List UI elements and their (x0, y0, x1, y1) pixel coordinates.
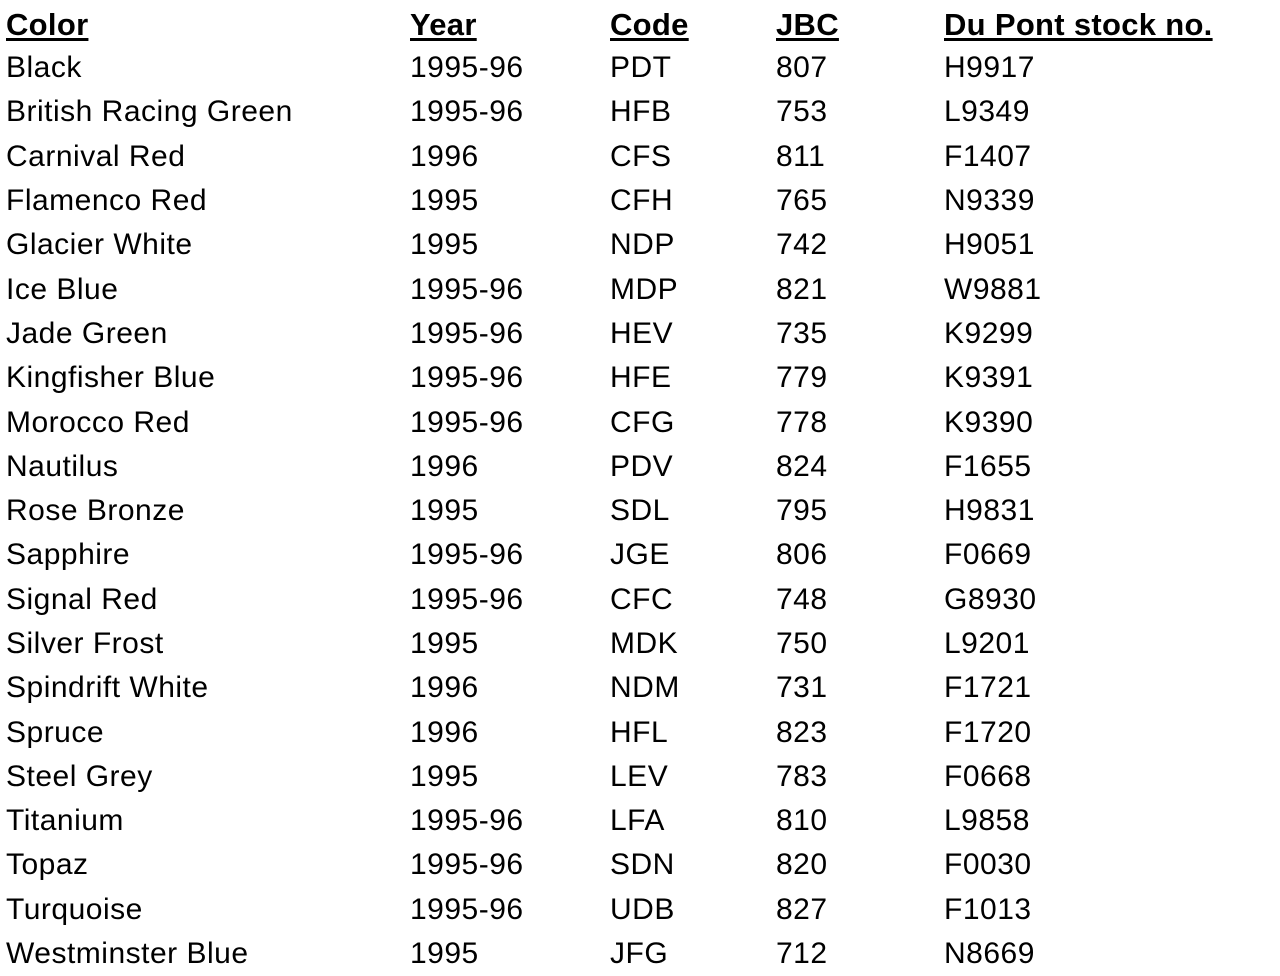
cell-jbc: 731 (776, 671, 828, 705)
cell-jbc: 783 (776, 759, 828, 793)
cell-color: Westminster Blue (6, 937, 249, 971)
cell-jbc: 821 (776, 272, 828, 306)
cell-year: 1996 (410, 671, 479, 705)
table-row (6, 888, 1264, 932)
cell-code: SDN (610, 848, 675, 882)
table-row (6, 843, 1264, 887)
cell-code: CFG (610, 405, 675, 439)
cell-jbc: 795 (776, 494, 828, 528)
cell-dupont-stock-no: K9390 (944, 405, 1034, 439)
cell-code: CFC (610, 582, 674, 616)
cell-year: 1995 (410, 627, 479, 660)
cell-code: HFL (610, 715, 669, 749)
cell-jbc: 712 (776, 937, 828, 971)
cell-dupont-stock-no: F0030 (944, 848, 1032, 882)
cell-code: MDK (610, 627, 679, 660)
cell-year: 1995-96 (410, 272, 524, 306)
table-row (6, 223, 1264, 267)
cell-code: PDT (610, 51, 672, 85)
table-row (6, 622, 1264, 666)
cell-color: British Racing Green (6, 95, 293, 129)
table-row (6, 400, 1264, 444)
table-row (6, 356, 1264, 400)
cell-year: 1995 (410, 228, 479, 262)
cell-dupont-stock-no: K9299 (944, 316, 1034, 350)
cell-jbc: 810 (776, 804, 828, 838)
cell-year: 1995-96 (410, 361, 524, 395)
cell-code: CFH (610, 184, 674, 218)
cell-dupont-stock-no: F1655 (944, 449, 1032, 483)
cell-year: 1995-96 (410, 95, 524, 129)
cell-color: Signal Red (6, 582, 158, 616)
cell-dupont-stock-no: N9339 (944, 184, 1035, 218)
header-jbc: JBC (776, 7, 839, 42)
cell-year: 1995-96 (410, 538, 524, 572)
cell-code: UDB (610, 892, 675, 926)
cell-dupont-stock-no: N8669 (944, 937, 1035, 971)
cell-color: Flamenco Red (6, 184, 208, 218)
cell-code: LFA (610, 804, 665, 838)
cell-code: JGE (610, 538, 670, 572)
cell-code: HEV (610, 316, 674, 350)
cell-jbc: 820 (776, 848, 828, 882)
cell-year: 1995 (410, 494, 479, 528)
table-row (6, 489, 1264, 533)
cell-jbc: 748 (776, 582, 828, 616)
cell-jbc: 824 (776, 449, 828, 483)
cell-color: Steel Grey (6, 759, 153, 793)
cell-color: Titanium (6, 804, 124, 838)
cell-dupont-stock-no: L9349 (944, 95, 1030, 129)
cell-code: LEV (610, 759, 669, 793)
cell-dupont-stock-no: F1013 (944, 892, 1032, 926)
cell-code: HFE (610, 361, 672, 395)
cell-dupont-stock-no: F1407 (944, 139, 1032, 173)
cell-year: 1995 (410, 759, 479, 793)
cell-code: NDM (610, 671, 680, 705)
paint-code-table (6, 4, 1264, 976)
cell-dupont-stock-no: W9881 (944, 272, 1042, 306)
header-year: Year (410, 7, 477, 42)
cell-dupont-stock-no: F0668 (944, 759, 1032, 793)
table-header-row (6, 4, 1264, 46)
cell-year: 1995-96 (410, 892, 524, 926)
header-dupont-stock-no: Du Pont stock no. (944, 7, 1213, 42)
cell-jbc: 742 (776, 228, 828, 262)
cell-jbc: 811 (776, 139, 826, 173)
cell-year: 1996 (410, 715, 479, 749)
cell-color: Kingfisher Blue (6, 361, 216, 395)
cell-dupont-stock-no: G8930 (944, 582, 1037, 616)
cell-dupont-stock-no: F0669 (944, 538, 1032, 572)
cell-color: Spruce (6, 715, 105, 749)
cell-code: MDP (610, 272, 679, 306)
table-body (6, 46, 1264, 976)
table-row (6, 267, 1264, 311)
cell-color: Morocco Red (6, 405, 190, 439)
cell-year: 1995-96 (410, 405, 524, 439)
cell-code: CFS (610, 139, 672, 173)
cell-year: 1995 (410, 937, 479, 971)
cell-dupont-stock-no: H9831 (944, 494, 1035, 528)
cell-jbc: 735 (776, 316, 828, 350)
cell-dupont-stock-no: K9391 (944, 361, 1034, 395)
cell-jbc: 806 (776, 538, 828, 572)
cell-jbc: 827 (776, 892, 828, 926)
cell-jbc: 779 (776, 361, 828, 395)
cell-jbc: 778 (776, 405, 828, 439)
table-row (6, 445, 1264, 489)
header-color: Color (6, 7, 89, 42)
table-row (6, 135, 1264, 179)
table-row (6, 755, 1264, 799)
cell-dupont-stock-no: H9917 (944, 51, 1035, 85)
cell-color: Jade Green (6, 316, 168, 350)
cell-dupont-stock-no: L9201 (944, 627, 1030, 660)
table-row (6, 46, 1264, 90)
cell-code: NDP (610, 228, 675, 262)
table-row (6, 533, 1264, 577)
table-row (6, 799, 1264, 843)
cell-color: Spindrift White (6, 671, 209, 705)
cell-year: 1995-96 (410, 848, 524, 882)
cell-color: Topaz (6, 848, 89, 882)
cell-dupont-stock-no: L9858 (944, 804, 1030, 838)
table-row (6, 179, 1264, 223)
cell-year: 1996 (410, 139, 479, 173)
cell-color: Turquoise (6, 892, 143, 926)
table-row (6, 666, 1264, 710)
cell-jbc: 765 (776, 184, 828, 218)
table-row (6, 932, 1264, 976)
cell-jbc: 807 (776, 51, 828, 85)
cell-code: HFB (610, 95, 672, 129)
table-row (6, 578, 1264, 622)
cell-color: Carnival Red (6, 139, 186, 173)
cell-year: 1995-96 (410, 316, 524, 350)
cell-jbc: 750 (776, 627, 828, 660)
cell-color: Black (6, 51, 82, 85)
cell-year: 1996 (410, 449, 479, 483)
cell-color: Glacier White (6, 228, 193, 262)
cell-year: 1995-96 (410, 51, 524, 85)
cell-dupont-stock-no: F1720 (944, 715, 1032, 749)
cell-color: Nautilus (6, 449, 119, 483)
cell-dupont-stock-no: H9051 (944, 228, 1035, 262)
cell-jbc: 823 (776, 715, 828, 749)
table-row (6, 90, 1264, 134)
cell-color: Rose Bronze (6, 494, 185, 528)
cell-color: Silver Frost (6, 627, 164, 660)
cell-code: SDL (610, 494, 670, 528)
table-row (6, 312, 1264, 356)
cell-color: Ice Blue (6, 272, 119, 306)
header-code: Code (610, 7, 689, 42)
table-row (6, 710, 1264, 754)
cell-dupont-stock-no: F1721 (944, 671, 1032, 705)
cell-year: 1995-96 (410, 804, 524, 838)
cell-year: 1995-96 (410, 582, 524, 616)
cell-code: PDV (610, 449, 674, 483)
cell-jbc: 753 (776, 95, 828, 129)
cell-year: 1995 (410, 184, 479, 218)
cell-color: Sapphire (6, 538, 131, 572)
cell-code: JFG (610, 937, 669, 971)
